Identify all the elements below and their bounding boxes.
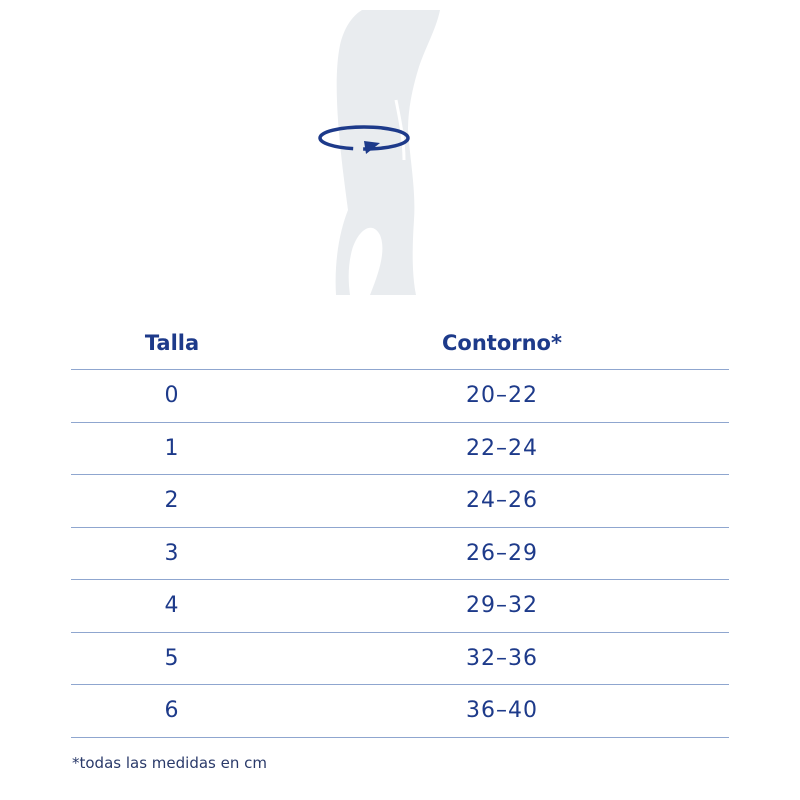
- table-row: [71, 475, 729, 528]
- size-cell: 6: [164, 698, 180, 723]
- table-row: [71, 580, 729, 633]
- size-cell: 5: [164, 645, 180, 671]
- girth-cell: 20–22: [466, 383, 538, 408]
- size-cell: 0: [164, 383, 180, 408]
- table-row: [71, 685, 729, 738]
- girth-cell: 32–36: [466, 645, 538, 671]
- size-cell: 3: [164, 540, 180, 566]
- girth-cell: 36–40: [466, 698, 538, 723]
- girth-column-header: Contorno*: [442, 331, 562, 355]
- girth-cell: 29–32: [466, 593, 538, 618]
- table-row: [71, 370, 729, 423]
- girth-cell: 26–29: [466, 540, 538, 566]
- table-row: [71, 528, 729, 581]
- arm-silhouette-measurement-icon: [300, 10, 460, 295]
- girth-cell: 24–26: [466, 488, 538, 513]
- size-table: [71, 369, 729, 738]
- table-header: [0, 328, 800, 364]
- size-cell: 1: [164, 435, 180, 461]
- table-row: [71, 423, 729, 476]
- size-column-header: Talla: [144, 331, 200, 355]
- size-cell: 2: [164, 488, 180, 513]
- girth-cell: 22–24: [466, 435, 538, 461]
- arm-silhouette: [336, 10, 440, 295]
- footnote: *todas las medidas en cm: [72, 754, 267, 772]
- table-row: [71, 633, 729, 686]
- size-cell: 4: [164, 593, 180, 618]
